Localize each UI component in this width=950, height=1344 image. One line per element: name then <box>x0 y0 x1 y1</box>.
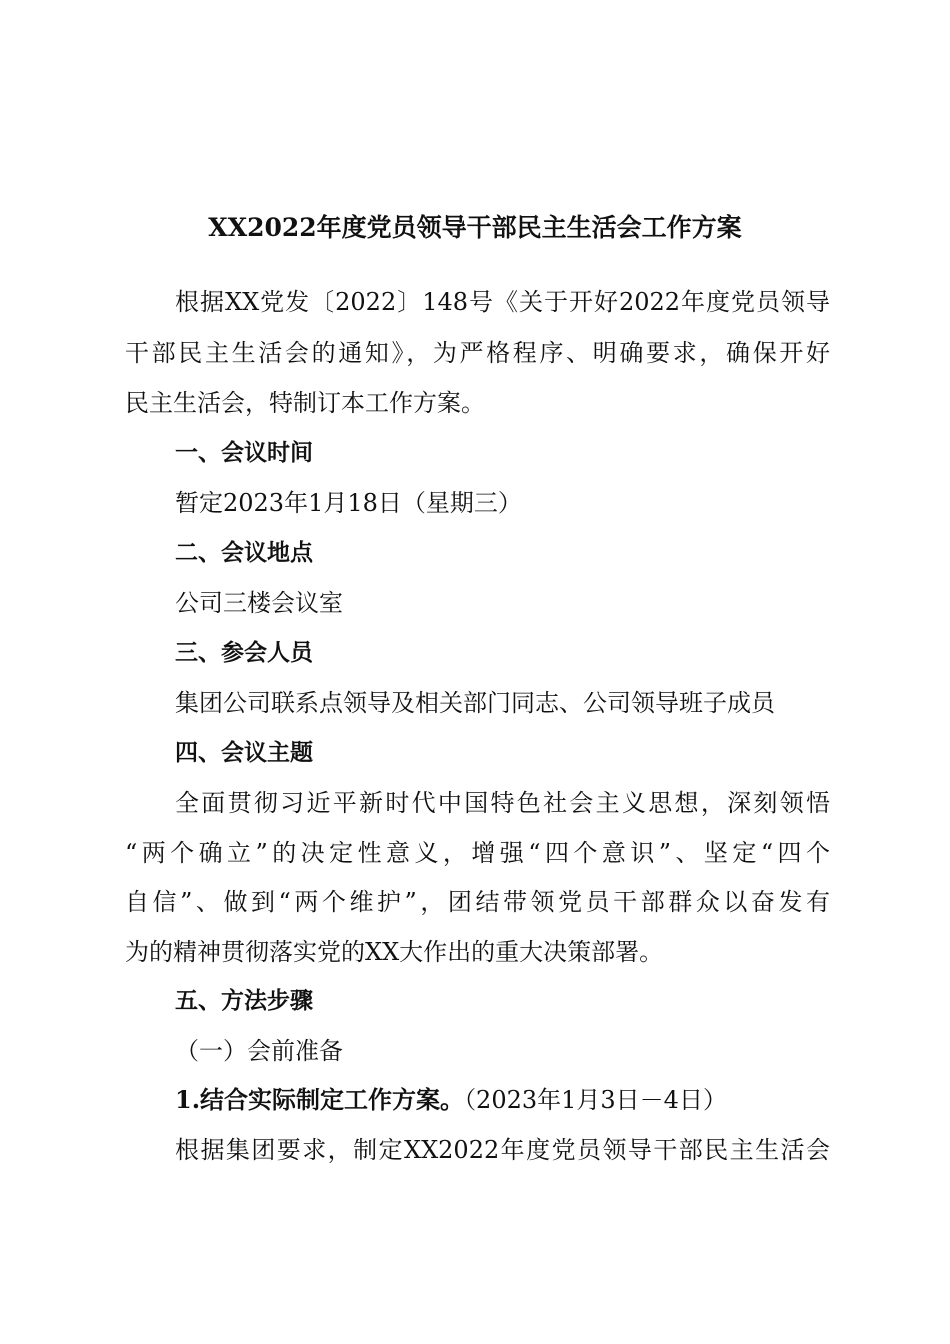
theme-line-4: 为的精神贯彻落实党的XX大作出的重大决策部署。 <box>125 938 664 966</box>
section-heading-attendees: 三、参会人员 <box>175 640 313 666</box>
section-heading-steps: 五、方法步骤 <box>175 988 313 1014</box>
section-body-time: 暂定2023年1月18日（星期三） <box>175 489 522 517</box>
intro-line-1: 根据XX党发〔2022〕148号《关于开好2022年度党员领导 <box>175 288 830 316</box>
section-heading-theme: 四、会议主题 <box>175 740 313 766</box>
document-title: XX2022年度党员领导干部民主生活会工作方案 <box>208 213 742 242</box>
steps-sub-heading: （一）会前准备 <box>175 1037 343 1065</box>
section-body-location: 公司三楼会议室 <box>175 589 343 617</box>
steps-item-1-date: （2023年1月3日－4日） <box>464 1086 727 1114</box>
steps-item-1 <box>175 1083 830 1117</box>
theme-line-1: 全面贯彻习近平新时代中国特色社会主义思想，深刻领悟 <box>175 789 830 817</box>
theme-line-3: 自信”、做到“两个维护”，团结带领党员干部群众以奋发有 <box>125 888 830 916</box>
intro-line-2: 干部民主生活会的通知》，为严格程序、明确要求，确保开好 <box>125 339 830 367</box>
theme-line-2: “两个确立”的决定性意义，增强“四个意识”、坚定“四个 <box>125 839 830 867</box>
section-heading-time: 一、会议时间 <box>175 440 313 466</box>
section-body-attendees: 集团公司联系点领导及相关部门同志、公司领导班子成员 <box>175 689 775 717</box>
steps-item-1-body: 根据集团要求，制定XX2022年度党员领导干部民主生活会 <box>175 1136 830 1164</box>
section-heading-location: 二、会议地点 <box>175 540 313 566</box>
intro-line-3: 民主生活会，特制订本工作方案。 <box>125 389 485 417</box>
steps-item-1-title: 1.结合实际制定工作方案。 <box>175 1085 465 1114</box>
